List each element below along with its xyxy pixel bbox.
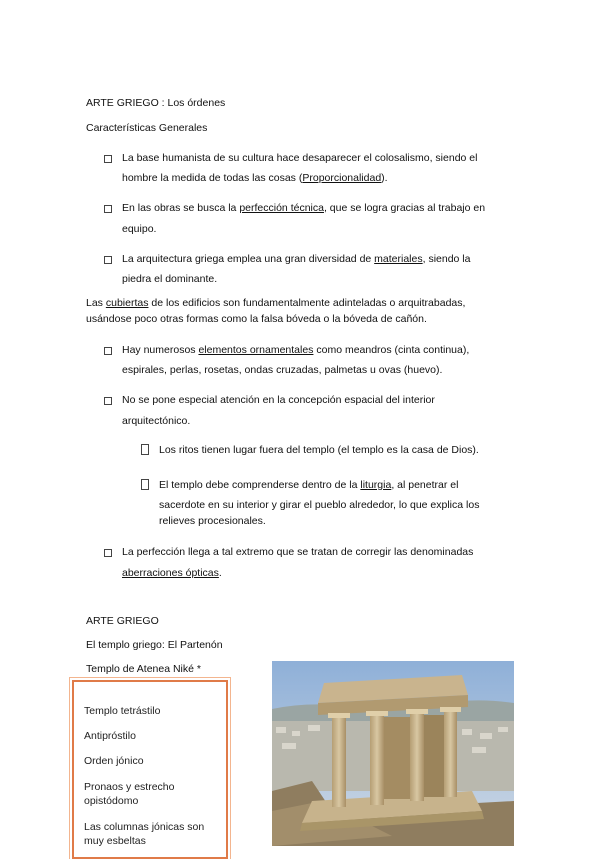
bullet-line: [122, 343, 469, 357]
section-heading: ARTE GRIEGO : Los órdenes: [86, 97, 226, 109]
bullet-text: La base humanista de su cultura hace desaparecer el colosalismo, siendo el: [122, 152, 478, 164]
bullet-text: La arquitectura griega emplea una gran diversidad de: [122, 253, 375, 265]
bullet-line: [122, 171, 388, 185]
bullet-text: hombre la medida de todas las cosas (: [122, 172, 303, 184]
subbullet-line: [159, 514, 266, 528]
subbullet-line: [159, 498, 479, 512]
bullet-text: En las obras se busca la: [122, 202, 240, 214]
paragraph-text: Las: [86, 297, 106, 309]
bullet-text: espirales, perlas, rosetas, ondas cruzadas, palmetas u ovas (huevo).: [122, 364, 443, 376]
paragraph-text: de los edificios son fundamentalmente adinteladas o arquitrabadas,: [148, 297, 466, 309]
box-item: Pronaos y estrecho: [84, 781, 175, 793]
paragraph-line: [86, 296, 465, 310]
box-item: Antipróstilo: [84, 730, 136, 742]
subbullet-text: sacerdote en su interior y girar el pueblo alrededor, lo que explica los: [159, 499, 480, 511]
bullet-text: equipo.: [122, 223, 157, 235]
bullet-text: como meandros (cinta continua),: [313, 344, 470, 356]
bullet-text: .: [218, 567, 222, 579]
square-bullet-icon: [104, 397, 112, 405]
bullet-text: ).: [381, 172, 388, 184]
underlined-term: Proporcionalidad: [302, 172, 382, 184]
subbullet-line: [159, 443, 479, 457]
square-bullet-icon: [104, 205, 112, 213]
bullet-line: [122, 545, 473, 559]
box-item: Orden jónico: [84, 755, 144, 767]
underlined-term: cubiertas: [105, 297, 149, 309]
underlined-term: elementos ornamentales: [198, 344, 314, 356]
box-item: Templo tetrástilo: [84, 705, 161, 717]
bullet-line: [122, 393, 435, 407]
underlined-term: materiales: [374, 253, 423, 265]
bullet-line: [122, 222, 156, 236]
section-subheading: El templo griego: El Partenón: [86, 639, 223, 651]
subbullet-text: El templo debe comprenderse dentro de la: [159, 479, 361, 491]
bullet-line: [122, 201, 485, 215]
square-bullet-icon: [104, 347, 112, 355]
temple-illustration: [272, 661, 514, 846]
square-bullet-icon: [104, 256, 112, 264]
subbullet-text: relieves procesionales.: [159, 515, 266, 527]
paragraph-text: usándose poco otras formas como la falsa bóveda o la bóveda de cañón.: [86, 313, 427, 325]
box-item: Las columnas jónicas son: [84, 821, 205, 833]
bullet-text: Hay numerosos: [122, 344, 199, 356]
underlined-term: perfección técnica: [239, 202, 324, 214]
section-heading: ARTE GRIEGO: [86, 615, 159, 627]
bullet-line: [122, 414, 190, 428]
bullet-line: [122, 252, 470, 266]
bullet-text: piedra el dominante.: [122, 273, 218, 285]
underlined-term: aberraciones ópticas: [122, 567, 219, 579]
missing-glyph-bullet-icon: [141, 479, 149, 490]
subbullet-text: , al penetrar el: [391, 479, 459, 491]
box-item: muy esbeltas: [84, 835, 146, 847]
bullet-text: , siendo la: [422, 253, 471, 265]
bullet-text: La perfección llega a tal extremo que se tratan de corregir las denominadas: [122, 546, 474, 558]
section-subheading: Templo de Atenea Niké *: [86, 663, 201, 675]
section-subheading: Características Generales: [86, 122, 208, 134]
bullet-line: [122, 272, 217, 286]
bullet-text: , que se logra gracias al trabajo en: [323, 202, 486, 214]
missing-glyph-bullet-icon: [141, 444, 149, 455]
bullet-line: [122, 566, 222, 580]
bullet-text: arquitectónico.: [122, 415, 191, 427]
subbullet-text: Los ritos tienen lugar fuera del templo (el templo es la casa de Dios).: [159, 444, 479, 456]
square-bullet-icon: [104, 155, 112, 163]
paragraph-line: [86, 312, 427, 326]
bullet-text: No se pone especial atención en la concepción espacial del interior: [122, 394, 435, 406]
underlined-term: liturgia: [360, 479, 392, 491]
bullet-line: [122, 151, 477, 165]
subbullet-line: [159, 478, 458, 492]
bullet-line: [122, 363, 442, 377]
box-item: opistódomo: [84, 795, 139, 807]
temple-photo: [272, 661, 514, 846]
features-box: [72, 680, 228, 859]
square-bullet-icon: [104, 549, 112, 557]
